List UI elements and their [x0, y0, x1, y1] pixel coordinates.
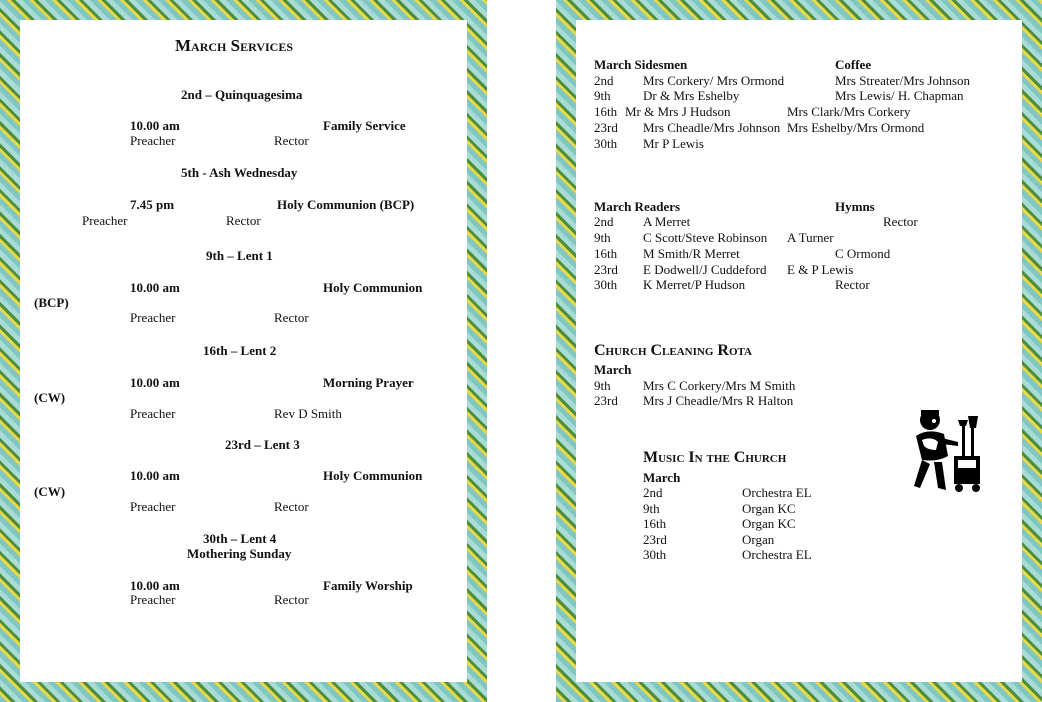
service-date: 9th – Lent 1 [206, 248, 273, 263]
service-time: 10.00 am [130, 468, 180, 483]
row-date: 9th [594, 230, 611, 245]
hymns-names: Rector [883, 214, 918, 229]
row-date: 2nd [594, 214, 614, 229]
row-date: 30th [594, 277, 618, 292]
sidesmen-names: Mrs Corkery/ Mrs Ormond [643, 73, 785, 88]
row-date: 23rd [643, 532, 667, 547]
service-name: Family Service [323, 118, 406, 133]
hymns-names: Rector [835, 277, 870, 292]
preacher-label: Preacher [130, 310, 176, 325]
coffee-names: Mrs Eshelby/Mrs Ormond [787, 120, 925, 135]
preacher-label: Preacher [82, 213, 128, 228]
preacher-name: Rector [274, 592, 309, 607]
cleaner-clipart-icon [908, 406, 988, 496]
reader-names: E Dodwell/J Cuddeford [643, 262, 767, 277]
service-time: 10.00 am [130, 578, 180, 593]
service-date: 2nd – Quinquagesima [181, 87, 303, 102]
service-name: Holy Communion [323, 280, 423, 295]
row-date: 2nd [594, 73, 614, 88]
preacher-name: Rector [274, 310, 309, 325]
reader-names: K Merret/P Hudson [643, 277, 746, 292]
music-month: March [643, 470, 681, 485]
service-time: 7.45 pm [130, 197, 175, 212]
music-names: Organ KC [742, 501, 796, 516]
row-date: 23rd [594, 393, 618, 408]
service-name: Family Worship [323, 578, 413, 593]
preacher-label: Preacher [130, 499, 176, 514]
row-date: 30th [643, 547, 667, 562]
preacher-name: Rector [274, 133, 309, 148]
service-name: Holy Communion (BCP) [277, 197, 415, 212]
sidesmen-names: Mrs Cheadle/Mrs Johnson [643, 120, 781, 135]
table-row [594, 73, 614, 88]
cleaning-title: Church Cleaning Rota [594, 342, 752, 359]
row-date: 23rd [594, 262, 618, 277]
readers-heading: March Readers [594, 199, 681, 214]
reader-names: A Merret [643, 214, 691, 229]
service-time: 10.00 am [130, 375, 180, 390]
coffee-names: Mrs Clark/Mrs Corkery [787, 104, 911, 119]
service-date: 23rd – Lent 3 [225, 437, 300, 452]
preacher-label: Preacher [130, 592, 176, 607]
hymns-heading: Hymns [835, 199, 875, 214]
service-date: 30th – Lent 4 [203, 531, 277, 546]
preacher-label: Preacher [130, 133, 176, 148]
row-date: 2nd [643, 485, 663, 500]
service-name: Morning Prayer [323, 375, 414, 390]
coffee-heading: Coffee [835, 57, 872, 72]
reader-names: M Smith/R Merret [643, 246, 740, 261]
row-date: 16th [594, 246, 618, 261]
preacher-label: Preacher [130, 406, 176, 421]
coffee-names: Mrs Lewis/ H. Chapman [835, 88, 964, 103]
row-date: 16th [643, 516, 667, 531]
cleaning-month: March [594, 362, 632, 377]
sidesmen-names: Mr & Mrs J Hudson [625, 104, 731, 119]
row-date: 9th [643, 501, 660, 516]
row-date: 9th [594, 88, 611, 103]
row-date: 9th [594, 378, 611, 393]
service-name: Holy Communion [323, 468, 423, 483]
service-rite: (CW) [34, 484, 66, 499]
music-title: Music In the Church [643, 449, 787, 466]
service-time: 10.00 am [130, 118, 180, 133]
music-names: Organ [742, 532, 775, 547]
music-names: Orchestra EL [742, 485, 812, 500]
reader-names: C Scott/Steve Robinson [643, 230, 768, 245]
service-date: 16th – Lent 2 [203, 343, 277, 358]
cleaning-names: Mrs J Cheadle/Mrs R Halton [643, 393, 794, 408]
preacher-name: Rector [274, 499, 309, 514]
hymns-names: A Turner [787, 230, 834, 245]
coffee-names: Mrs Streater/Mrs Johnson [835, 73, 971, 88]
service-rite: (CW) [34, 390, 66, 405]
sidesmen-heading: March Sidesmen [594, 57, 688, 72]
hymns-names: C Ormond [835, 246, 891, 261]
service-rite: (BCP) [34, 295, 69, 310]
row-date: 23rd [594, 120, 618, 135]
sidesmen-names: Dr & Mrs Eshelby [643, 88, 740, 103]
sidesmen-names: Mr P Lewis [643, 136, 704, 151]
service-date: 5th - Ash Wednesday [181, 165, 298, 180]
cleaning-names: Mrs C Corkery/Mrs M Smith [643, 378, 796, 393]
service-date-subtitle: Mothering Sunday [187, 546, 292, 561]
service-time: 10.00 am [130, 280, 180, 295]
music-names: Orchestra EL [742, 547, 812, 562]
services-title: March Services [175, 36, 294, 55]
music-names: Organ KC [742, 516, 796, 531]
row-date: 30th [594, 136, 618, 151]
preacher-name: Rev D Smith [274, 406, 342, 421]
hymns-names: E & P Lewis [787, 262, 854, 277]
preacher-name: Rector [226, 213, 261, 228]
row-date: 16th [594, 104, 618, 119]
